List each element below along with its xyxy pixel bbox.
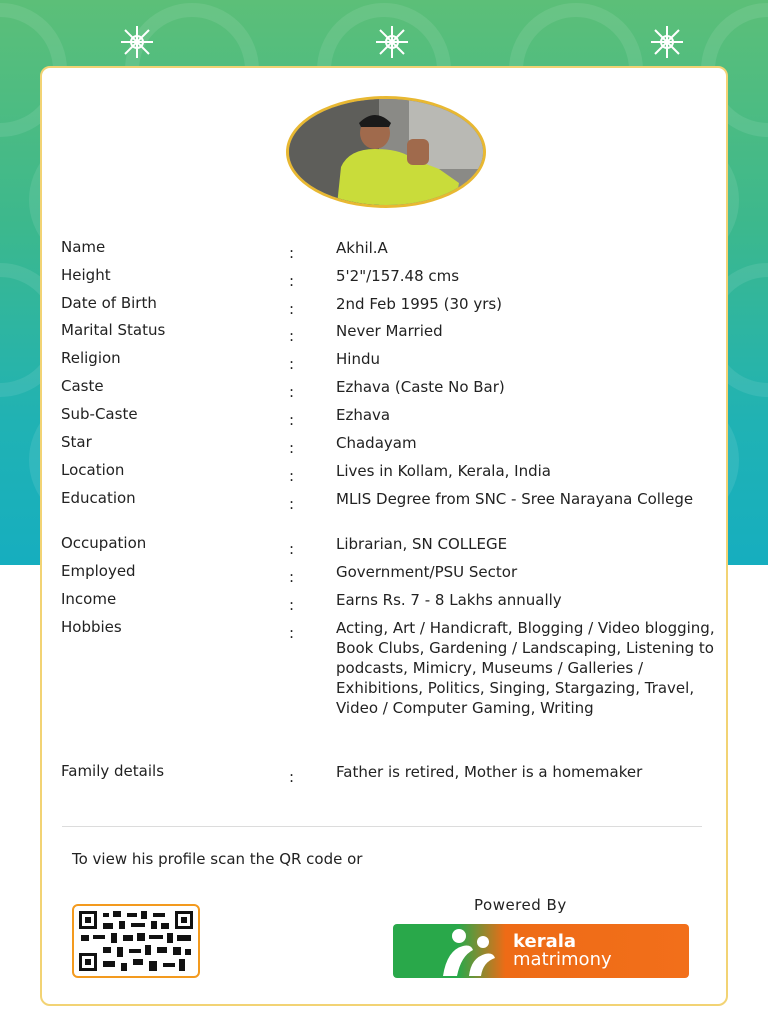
detail-separator: : [289, 272, 295, 290]
detail-separator: : [289, 439, 295, 457]
detail-separator: : [289, 355, 295, 373]
couple-logo-icon [413, 926, 509, 976]
detail-label: Location [61, 461, 125, 479]
detail-value: Never Married [336, 322, 443, 340]
detail-label: Hobbies [61, 618, 122, 636]
logo-text-kerala: kerala [513, 931, 577, 952]
footer-divider [62, 826, 702, 827]
detail-separator: : [289, 624, 295, 642]
person-photo-icon [289, 99, 483, 205]
detail-label: Employed [61, 562, 136, 580]
detail-value: MLIS Degree from SNC - Sree Narayana College [336, 490, 694, 508]
powered-by-text: Powered By [474, 896, 567, 914]
detail-value: Librarian, SN COLLEGE [336, 535, 508, 553]
detail-label: Caste [61, 377, 104, 395]
qr-code-icon [77, 909, 195, 973]
profile-card [40, 66, 728, 1006]
detail-value: Chadayam [336, 434, 417, 452]
detail-label: Star [61, 433, 92, 451]
detail-value: Ezhava (Caste No Bar) [336, 378, 505, 396]
detail-value: Akhil.A [336, 239, 388, 257]
detail-separator: : [289, 540, 295, 558]
detail-value: 2nd Feb 1995 (30 yrs) [336, 295, 503, 313]
detail-label: Date of Birth [61, 294, 157, 312]
detail-value: Hindu [336, 350, 380, 368]
detail-separator: : [289, 596, 295, 614]
detail-label: Name [61, 238, 106, 256]
detail-value: Lives in Kollam, Kerala, India [336, 462, 551, 480]
detail-separator: : [289, 300, 295, 318]
detail-label: Family details [61, 762, 165, 780]
detail-label: Marital Status [61, 321, 166, 339]
detail-separator: : [289, 467, 295, 485]
detail-separator: : [289, 768, 295, 786]
detail-value: Government/PSU Sector [336, 563, 518, 581]
snowflake-icon [647, 22, 687, 62]
logo-text-matrimony: matrimony [513, 949, 612, 970]
detail-separator: : [289, 244, 295, 262]
detail-separator: : [289, 495, 295, 513]
kerala-matrimony-logo[interactable] [393, 924, 689, 978]
detail-value: Ezhava [336, 406, 391, 424]
detail-value: 5'2"/157.48 cms [336, 267, 460, 285]
detail-separator: : [289, 383, 295, 401]
qr-code[interactable] [72, 904, 200, 978]
profile-photo [286, 96, 486, 208]
snowflake-icon [372, 22, 412, 62]
detail-label: Sub-Caste [61, 405, 138, 423]
detail-label: Height [61, 266, 111, 284]
detail-separator: : [289, 411, 295, 429]
detail-label: Occupation [61, 534, 147, 552]
detail-value: Father is retired, Mother is a homemaker [336, 763, 643, 781]
detail-label: Income [61, 590, 117, 608]
scan-instruction: To view his profile scan the QR code or [72, 850, 363, 868]
detail-separator: : [289, 327, 295, 345]
snowflake-icon [117, 22, 157, 62]
detail-value: Acting, Art / Handicraft, Blogging / Video blogging, Book Clubs, Gardening / Landscaping, Listening to podcasts, Mimicry, Museums / Galleries / Exhibitions, Politics, Singing, Stargazing, Travel, Video / Computer Gaming, Writing [336, 619, 715, 717]
detail-label: Religion [61, 349, 121, 367]
detail-separator: : [289, 568, 295, 586]
detail-label: Education [61, 489, 136, 507]
detail-value: Earns Rs. 7 - 8 Lakhs annually [336, 591, 562, 609]
